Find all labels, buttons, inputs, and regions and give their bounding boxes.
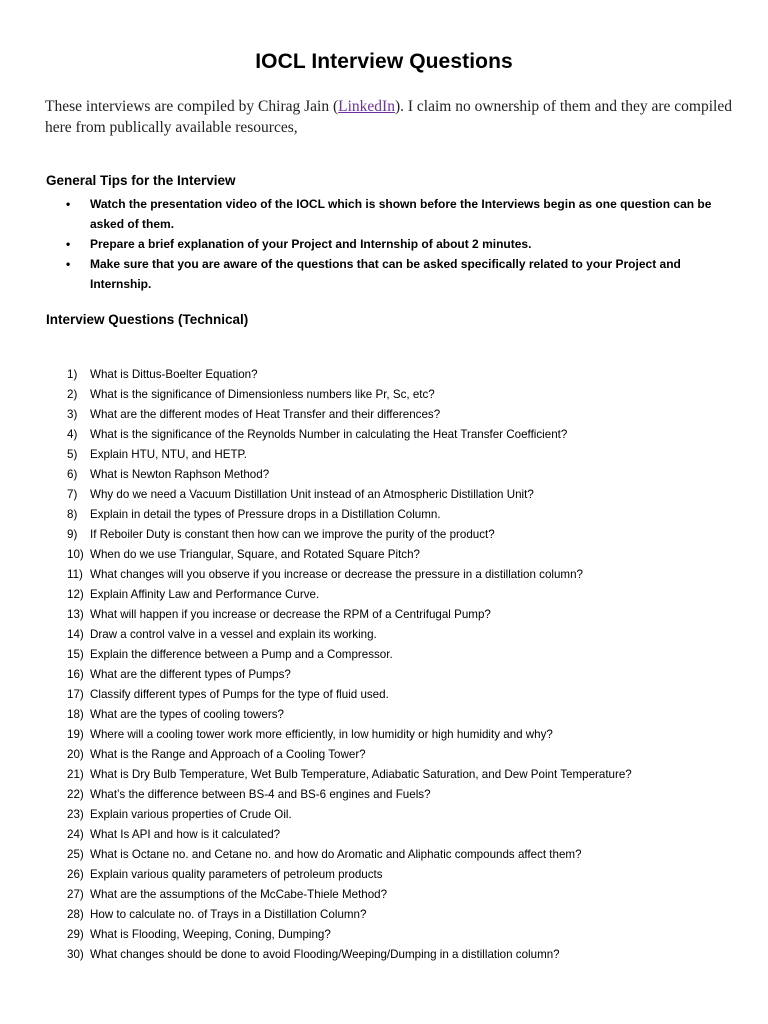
tip-text: Prepare a brief explanation of your Project and Internship of about 2 minutes. [90, 237, 532, 251]
bullet-icon: • [66, 237, 71, 251]
question-item [67, 425, 747, 445]
question-text: What will happen if you increase or decrease the RPM of a Centrifugal Pump? [90, 608, 491, 621]
question-item [67, 645, 747, 665]
intro-text-start: These interviews are compiled by Chirag Jain ( [45, 98, 339, 115]
question-number: 22) [67, 788, 84, 801]
question-item [67, 385, 747, 405]
question-text: What are the different types of Pumps? [90, 668, 291, 681]
question-text: What is Flooding, Weeping, Coning, Dumping? [90, 928, 331, 941]
question-number: 11) [67, 568, 83, 581]
question-item [67, 485, 747, 505]
question-number: 18) [67, 708, 84, 721]
question-number: 3) [67, 408, 78, 421]
question-text: What is Octane no. and Cetane no. and how do Aromatic and Aliphatic compounds affect them? [90, 848, 582, 861]
question-number: 14) [67, 628, 84, 641]
question-item [67, 945, 747, 965]
question-text: If Reboiler Duty is constant then how can we improve the purity of the product? [90, 528, 495, 541]
tips-heading: General Tips for the Interview [46, 173, 236, 188]
question-text: What changes will you observe if you increase or decrease the pressure in a distillation column? [90, 568, 583, 581]
question-number: 10) [67, 548, 84, 561]
question-text: What are the types of cooling towers? [90, 708, 284, 721]
question-text: What is the Range and Approach of a Cooling Tower? [90, 748, 366, 761]
question-text: Explain various quality parameters of petroleum products [90, 868, 383, 881]
question-number: 19) [67, 728, 84, 741]
question-item [67, 885, 747, 905]
question-text: What is Newton Raphson Method? [90, 468, 270, 481]
question-text: What are the different modes of Heat Transfer and their differences? [90, 408, 441, 421]
question-number: 5) [67, 448, 78, 461]
question-text: Why do we need a Vacuum Distillation Unit instead of an Atmospheric Distillation Unit? [90, 488, 534, 501]
question-text: Classify different types of Pumps for the type of fluid used. [90, 688, 389, 701]
question-item [67, 605, 747, 625]
question-item [67, 925, 747, 945]
question-number: 26) [67, 868, 84, 881]
question-text: Explain in detail the types of Pressure drops in a Distillation Column. [90, 508, 441, 521]
question-text: What Is API and how is it calculated? [90, 828, 281, 841]
question-number: 8) [67, 508, 78, 521]
question-number: 6) [67, 468, 78, 481]
question-number: 23) [67, 808, 84, 821]
question-item [67, 685, 747, 705]
question-item [67, 445, 747, 465]
question-item [67, 865, 747, 885]
question-text: What changes should be done to avoid Flooding/Weeping/Dumping in a distillation column? [90, 948, 560, 961]
question-item [67, 545, 747, 565]
question-number: 16) [67, 668, 84, 681]
question-item [67, 805, 747, 825]
questions-list [67, 365, 747, 965]
question-number: 27) [67, 888, 84, 901]
question-text: How to calculate no. of Trays in a Distillation Column? [90, 908, 367, 921]
question-text: What’s the difference between BS-4 and BS-6 engines and Fuels? [90, 788, 431, 801]
question-number: 4) [67, 428, 78, 441]
intro-text-end: ). I claim no ownership of them and they are compiled here from publically available resources, [45, 98, 732, 136]
question-item [67, 705, 747, 725]
question-item [67, 785, 747, 805]
intro-paragraph [45, 96, 735, 138]
question-item [67, 505, 747, 525]
question-number: 29) [67, 928, 84, 941]
question-text: Explain HTU, NTU, and HETP. [90, 448, 247, 461]
question-item [67, 625, 747, 645]
question-text: What is the significance of Dimensionless numbers like Pr, Sc, etc? [90, 388, 435, 401]
question-number: 24) [67, 828, 84, 841]
question-item [67, 825, 747, 845]
question-item [67, 525, 747, 545]
question-number: 2) [67, 388, 78, 401]
question-item [67, 585, 747, 605]
question-number: 7) [67, 488, 78, 501]
questions-heading: Interview Questions (Technical) [46, 312, 249, 327]
question-item [67, 845, 747, 865]
question-number: 17) [67, 688, 84, 701]
question-item [67, 745, 747, 765]
question-number: 30) [67, 948, 84, 961]
linkedin-link[interactable]: LinkedIn [338, 98, 395, 115]
question-text: Where will a cooling tower work more efficiently, in low humidity or high humidity and why? [90, 728, 553, 741]
question-text: What is the significance of the Reynolds Number in calculating the Heat Transfer Coefficient? [90, 428, 568, 441]
question-item [67, 905, 747, 925]
question-number: 28) [67, 908, 84, 921]
question-number: 25) [67, 848, 84, 861]
question-number: 12) [67, 588, 84, 601]
tip-text: Watch the presentation video of the IOCL which is shown before the Interviews begin as one question can be asked of them. [90, 197, 712, 231]
bullet-icon: • [66, 257, 71, 271]
question-number: 1) [67, 368, 78, 381]
question-item [67, 465, 747, 485]
page-title: IOCL Interview Questions [255, 50, 513, 73]
question-number: 15) [67, 648, 84, 661]
tip-text: Make sure that you are aware of the questions that can be asked specifically related to your Project and Internship. [90, 257, 681, 291]
question-text: When do we use Triangular, Square, and Rotated Square Pitch? [90, 548, 420, 561]
question-text: What is Dry Bulb Temperature, Wet Bulb Temperature, Adiabatic Saturation, and Dew Point Temperature? [90, 768, 632, 781]
bullet-icon: • [66, 197, 71, 211]
question-text: Draw a control valve in a vessel and explain its working. [90, 628, 377, 641]
question-text: What are the assumptions of the McCabe-Thiele Method? [90, 888, 388, 901]
question-number: 9) [67, 528, 78, 541]
question-item [67, 765, 747, 785]
question-text: Explain various properties of Crude Oil. [90, 808, 292, 821]
question-number: 13) [67, 608, 84, 621]
question-number: 20) [67, 748, 84, 761]
tips-list [64, 194, 724, 294]
tip-item [64, 234, 724, 254]
question-item [67, 365, 747, 385]
question-text: What is Dittus-Boelter Equation? [90, 368, 258, 381]
question-text: Explain the difference between a Pump and a Compressor. [90, 648, 393, 661]
question-item [67, 565, 747, 585]
tip-item [64, 254, 724, 294]
tip-item [64, 194, 724, 234]
question-number: 21) [67, 768, 84, 781]
question-text: Explain Affinity Law and Performance Curve. [90, 588, 320, 601]
question-item [67, 725, 747, 745]
question-item [67, 405, 747, 425]
question-item [67, 665, 747, 685]
